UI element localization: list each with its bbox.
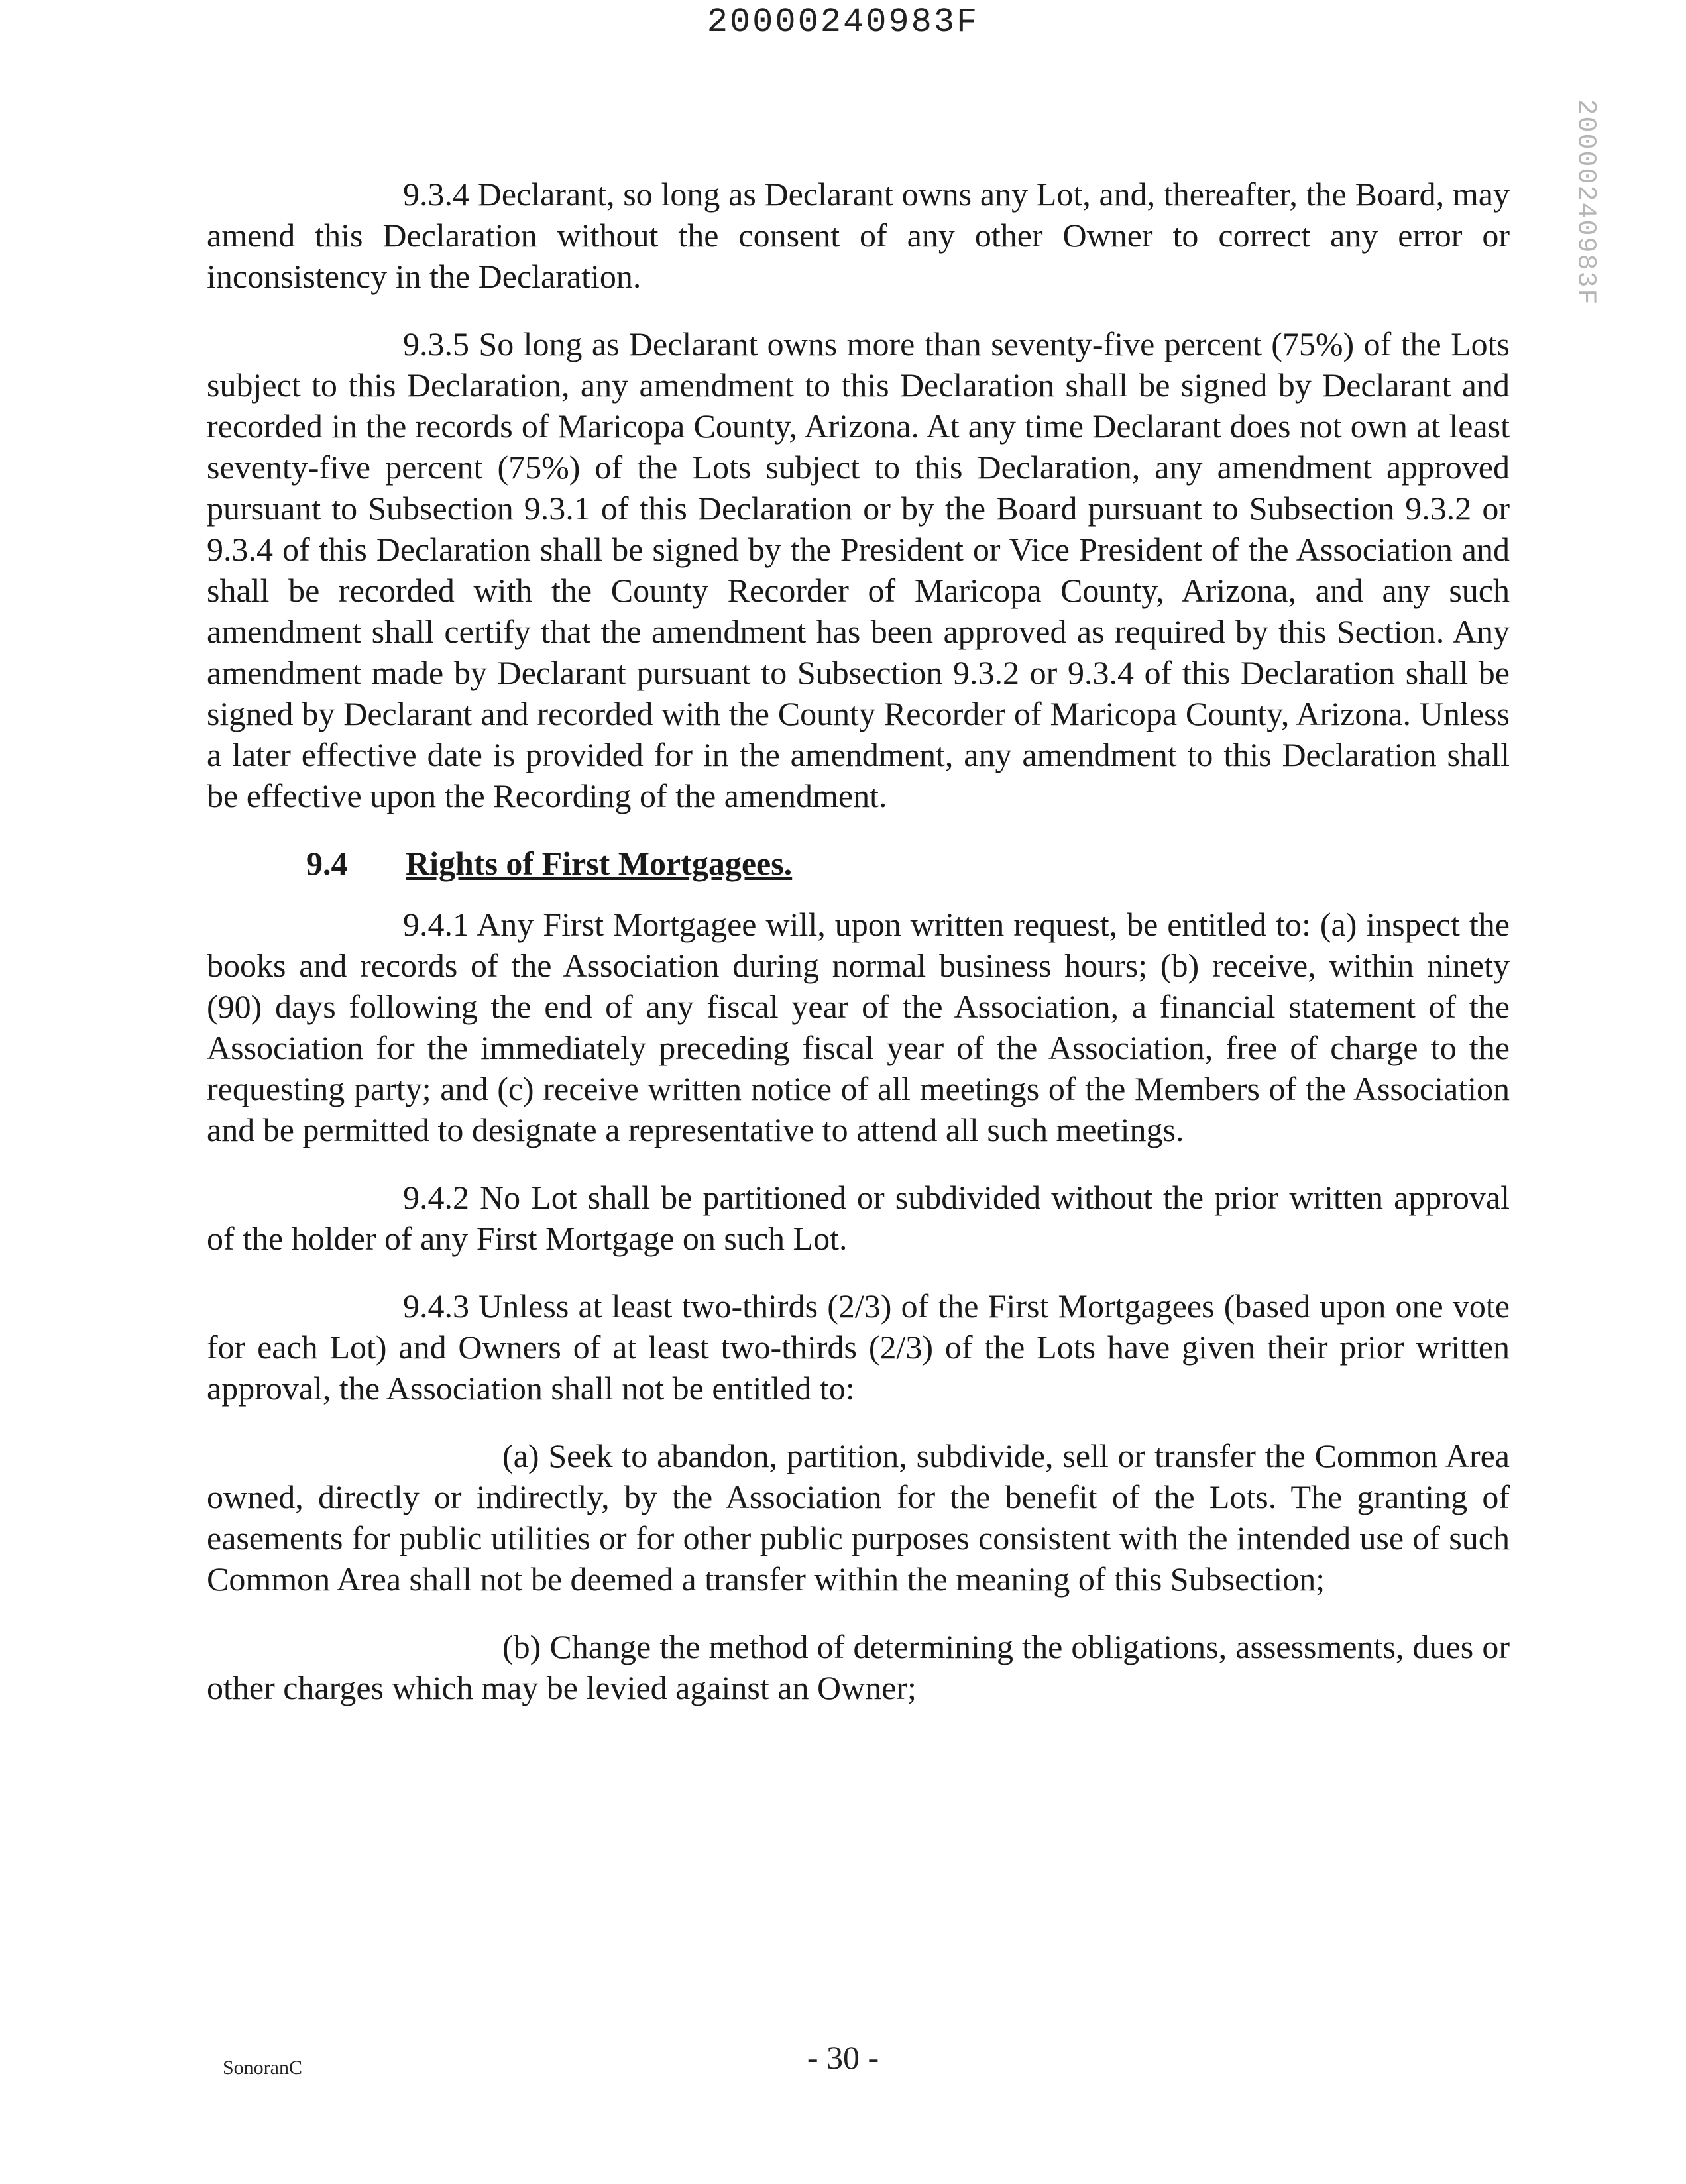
page-number: - 30 - (807, 2039, 879, 2076)
recording-number: 20000240983F (706, 3, 980, 42)
document-name: SonoranC (223, 2057, 302, 2079)
paragraph-9-3-4: 9.3.4 Declarant, so long as Declarant owns any Lot, and, thereafter, the Board, may amend this Declaration without the consent of any other Owner to correct any error or inconsistency in the Declaration. (207, 176, 1510, 295)
section-number: 9.4 (306, 845, 348, 882)
paragraph-9-3-5: 9.3.5 So long as Declarant owns more than seventy-five percent (75%) of the Lots subject to this Declaration, any amendment to this Declaration shall be signed by Declarant and recorded in the records of Maricopa County, Arizona. At any time Declarant does not own at least seventy-five percent (75%) of the Lots subject to this Declaration, any amendment approved pursuant to Subsection 9.3.1 of this Declaration or by the Board pursuant to Subsection 9.3.2 or 9.3.4 of this Declaration shall be signed by the President or Vice President of the Association and shall be recorded with the County Recorder of Maricopa County, Arizona, and any such amendment shall certify that the amendment has been approved as required by this Section. Any amendment made by Declarant pursuant to Subsection 9.3.2 or 9.3.4 of this Declaration shall be signed by Declarant and recorded with the County Recorder of Maricopa County, Arizona. Unless a later effective date is provided for in the amendment, any amendment to this Declaration shall be effective upon the Recording of the amendment. (207, 325, 1510, 814)
side-recording-stamp (1571, 93, 1600, 311)
side-stamp-text: 20000240983F (1570, 98, 1601, 306)
paragraph-9-4-3: 9.4.3 Unless at least two-thirds (2/3) of the First Mortgagees (based upon one vote for each Lot) and Owners of at least two-thirds (2/3) of the Lots have given their prior written approval, the Association shall not be entitled to: (207, 1287, 1510, 1407)
paragraph-9-4-3-b: (b) Change the method of determining the obligations, assessments, dues or other charges which may be levied against an Owner; (207, 1628, 1510, 1706)
paragraph-9-4-2: 9.4.2 No Lot shall be partitioned or subdivided without the prior written approval of the holder of any First Mortgage on such Lot. (207, 1179, 1510, 1257)
section-title: Rights of First Mortgagees. (406, 845, 793, 882)
document-body (207, 174, 1510, 1735)
paragraph-9-4-3-a: (a) Seek to abandon, partition, subdivide, sell or transfer the Common Area owned, directly or indirectly, by the Association for the benefit of the Lots. The granting of easements for public utilities or for other public purposes consistent with the intended use of such Common Area shall not be deemed a transfer within the meaning of this Subsection; (207, 1437, 1510, 1598)
section-heading-9-4 (207, 843, 1510, 884)
paragraph-9-4-1: 9.4.1 Any First Mortgagee will, upon written request, be entitled to: (a) inspect the books and records of the Association during normal business hours; (b) receive, within ninety (90) days following the end of any fiscal year of the Association, a financial statement of the Association for the immediately preceding fiscal year of the Association, free of charge to the requesting party; and (c) receive written notice of all meetings of the Members of the Association and be permitted to designate a representative to attend all such meetings. (207, 906, 1510, 1148)
